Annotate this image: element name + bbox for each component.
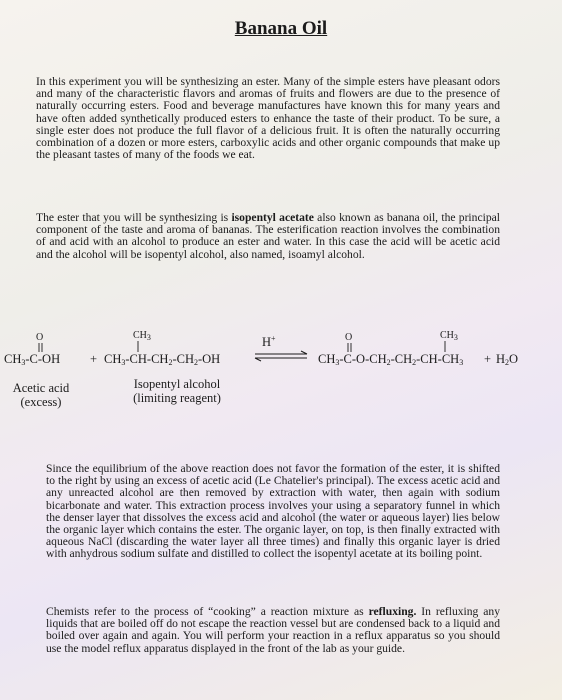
page-title: Banana Oil [234, 18, 328, 39]
isopentyl-alcohol-formula: $CH_3-CH-CH_2-CH_2-OH$ [104, 352, 221, 367]
ester-paragraph [36, 212, 500, 261]
reflux-paragraph-start: Chemists refer to the process of “cooking” a reaction mixture as [46, 605, 369, 618]
water-formula: $H_2O$ [496, 352, 519, 367]
product-branch-methyl: $CH_3$ [440, 330, 458, 342]
ester-paragraph-start: The ester that you will be synthesizing is [36, 211, 232, 224]
reflux-paragraph-end: In refluxing any liquids that are boiled off do not escape the reaction vessel but are condensed back to a liquid and boiled over again and again. You will perform your reaction in a reflux apparatus so you should use the model reflux apparatus displayed in the front of the lab as your guide. [46, 605, 501, 655]
isopentyl-acetate-formula: $CH_3-C-O-CH_2-CH_2-CH-CH_3$ [318, 352, 464, 367]
acid-carbonyl-oxygen: O [36, 332, 44, 343]
plus-sign-2: + [484, 352, 492, 366]
intro-paragraph: In this experiment you will be synthesizing an ester. Many of the simple esters have pleasant odors and many of the characteristic flavors and aromas of fruits and flowers are due to the presence of naturally occurring esters. Food and beverage manufactures have known this for many years and have often added synthetically produced esters to enhance the taste of their product. To be sure, a single ester does not produce the full flavor of a delicious fruit. It is often the naturally occurring combination of a dozen or more esters, carboxylic acids and other organic compounds that make up the pleasant tastes of many of the foods we eat. [36, 75, 500, 162]
ester-name: isopentyl acetate [231, 211, 314, 224]
plus-sign: + [90, 352, 98, 366]
acetic-acid-label [6, 381, 76, 409]
product-carbonyl-oxygen: O [345, 332, 353, 343]
isopentyl-alcohol-label [112, 377, 242, 405]
catalyst: H+ [262, 334, 276, 349]
isopentyl-alcohol-note: (limiting reagent) [133, 391, 221, 405]
isopentyl-alcohol-name: Isopentyl alcohol [133, 377, 221, 391]
acetic-acid-formula: $CH_3-C-OH$ [4, 352, 61, 367]
equilibrium-arrow [253, 350, 309, 362]
alcohol-branch-methyl: $CH_3$ [133, 330, 151, 342]
ester-paragraph-end: also known as banana oil, the principal component of the taste and aroma of bananas. The esterification reaction involves the combination of and acid with an alcohol to produce an ester and water. In this case the acid will be acetic acid and the alcohol will be isopentyl alcohol, also named, isoamyl alcohol. [36, 211, 500, 261]
acetic-acid-note: (excess) [20, 395, 62, 409]
reflux-paragraph [46, 606, 500, 655]
extraction-paragraph: Since the equilibrium of the above reaction does not favor the formation of the ester, it is shifted to the right by using an excess of acetic acid (Le Chatelier's principal). The excess acetic acid and any unreacted alcohol are then removed by extraction with water, then again with sodium bicarbonate and water. This extraction process involves your using a separatory funnel in which the denser layer that dissolves the excess acid and alcohol (the water or aqueous layer) lies below the organic layer which contains the ester. The organic layer, on top, is then finally extracted with aqueous NaCl (discarding the water layer all three times) and finally this organic layer is dried with anhydrous sodium sulfate and distilled to collect the isopentyl acetate at its boiling point. [46, 462, 500, 561]
reflux-term: refluxing. [368, 605, 417, 618]
acetic-acid-name: Acetic acid [12, 381, 70, 395]
